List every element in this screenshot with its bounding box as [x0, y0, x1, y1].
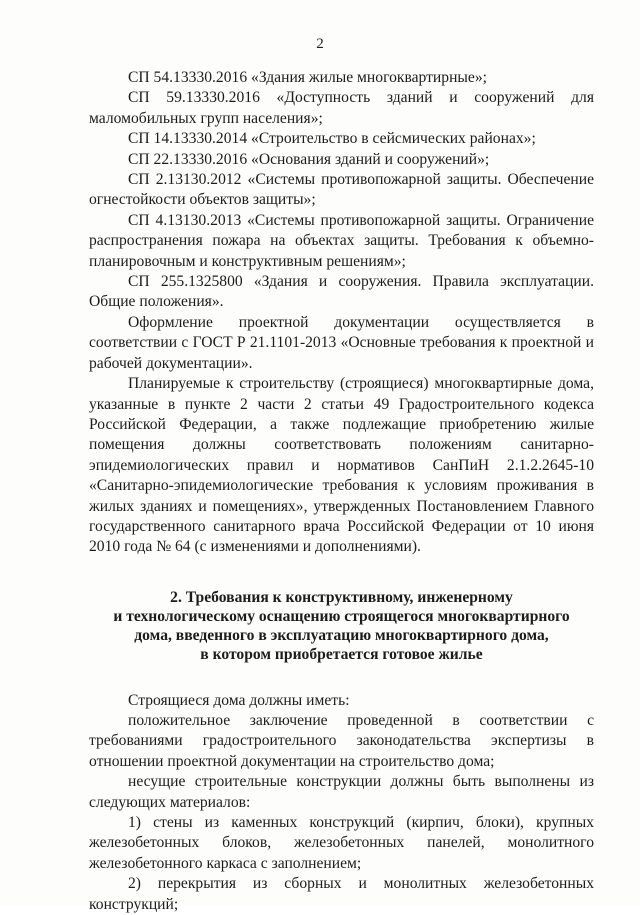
- text-body: [89, 68, 594, 915]
- paragraph: СП 54.13330.2016 «Здания жилые многоквартирные»;: [128, 69, 487, 86]
- paragraph: несущие строительные конструкции должны быть выполнены из следующих материалов:: [89, 773, 594, 811]
- section-heading: [89, 588, 594, 665]
- paragraph: Оформление проектной документации осуществляется в соответствии с ГОСТ Р 21.1101-2013 «Основные требования к проектной и рабочей документации».: [89, 313, 594, 372]
- paragraph: Планируемые к строительству (строящиеся) многоквартирные дома, указанные в пункте 2 части 2 статьи 49 Градостроительного кодекса Российской Федерации, а также подлежащие приобретению жилые помещения должны соответствовать положениям санитарно-эпидемиологических правил и нормативов СанПиН 2.1.2.2645-10 «Санитарно-эпидемиологические требования к условиям проживания в жилых зданиях и помещениях», утвержденных Постановлением Главного государственного санитарного врача Российской Федерации от 10 июня 2010 года № 64 (с изменениями и дополнениями).: [89, 375, 594, 556]
- paragraph: СП 59.13330.2016 «Доступность зданий и сооружений для маломобильных групп населения»;: [89, 89, 594, 127]
- paragraph: СП 4.13130.2013 «Системы противопожарной защиты. Ограничение распространения пожара на объектах защиты. Требования к объемно-планировочным и конструктивным решениям»;: [89, 211, 594, 270]
- paragraph: Строящиеся дома должны иметь:: [128, 691, 350, 709]
- section-heading-line: в котором приобретается готовое жилье: [200, 646, 483, 664]
- section-heading-line: и технологическому оснащению строящегося многоквартирного: [113, 607, 570, 625]
- paragraph: СП 255.1325800 «Здания и сооружения. Правила эксплуатации. Общие положения».: [89, 273, 594, 311]
- paragraph: СП 14.13330.2014 «Строительство в сейсмических районах»;: [128, 130, 536, 148]
- paragraph: положительное заключение проведенной в соответствии с требованиями градостроительного законодательства экспертизы в отношении проектной документации на строительство дома;: [89, 711, 594, 770]
- paragraph: СП 2.13130.2012 «Системы противопожарной защиты. Обеспечение огнестойкости объектов защиты»;: [89, 171, 594, 209]
- section-heading-line: 2. Требования к конструктивному, инженерному: [170, 588, 513, 606]
- paragraph: 1) стены из каменных конструкций (кирпич, блоки), крупных железобетонных блоков, железобетонных панелей, монолитного железобетонного каркаса с заполнением;: [89, 814, 594, 872]
- paragraph: 2) перекрытия из сборных и монолитных железобетонных конструкций;: [89, 875, 594, 913]
- section-heading-line: дома, введенного в эксплуатацию многоквартирного дома,: [134, 627, 549, 645]
- paragraph: СП 22.13330.2016 «Основания зданий и сооружений»;: [128, 150, 490, 168]
- page-number: 2: [316, 36, 324, 52]
